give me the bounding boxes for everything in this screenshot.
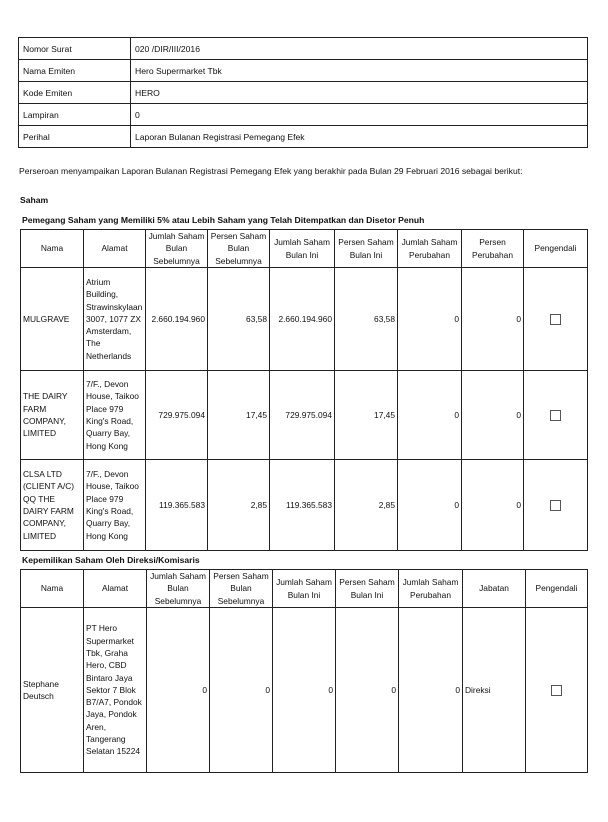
shares-change: 0 — [398, 460, 462, 551]
info-label: Nama Emiten — [19, 60, 131, 82]
controller-cell — [524, 460, 588, 551]
percent-current: 17,45 — [335, 371, 398, 460]
info-value: 020 /DIR/III/2016 — [131, 38, 588, 60]
controller-cell — [524, 268, 588, 371]
info-row — [19, 38, 588, 60]
column-header: Jumlah Saham Bulan Sebelumnya — [146, 230, 208, 268]
section-title: Saham — [20, 195, 49, 205]
shareholder-address: 7/F., Devon House, Taikoo Place 979 King's Road, Quarry Bay, Hong Kong — [84, 460, 146, 551]
major-shareholders-table — [20, 229, 588, 551]
controller-checkbox[interactable] — [550, 314, 561, 325]
percent-previous: 0 — [210, 608, 273, 773]
column-header: Persen Saham Bulan Sebelumnya — [210, 570, 273, 608]
info-label: Kode Emiten — [19, 82, 131, 104]
shares-current: 729.975.094 — [270, 371, 335, 460]
column-header: Alamat — [84, 570, 147, 608]
percent-previous: 63,58 — [208, 268, 270, 371]
controller-cell — [526, 608, 588, 773]
director-name: Stephane Deutsch — [21, 608, 84, 773]
director-address: PT Hero Supermarket Tbk, Graha Hero, CBD Bintaro Jaya Sektor 7 Blok B7/A7, Pondok Jaya, Pondok Aren, Tangerang Selatan 15224 — [84, 608, 147, 773]
table-row — [21, 268, 588, 371]
shares-previous: 2.660.194.960 — [146, 268, 208, 371]
percent-previous: 2,85 — [208, 460, 270, 551]
percent-change: 0 — [462, 460, 524, 551]
shares-change: 0 — [398, 371, 462, 460]
shareholder-name: THE DAIRY FARM COMPANY, LIMITED — [21, 371, 84, 460]
percent-current: 63,58 — [335, 268, 398, 371]
column-header: Jabatan — [463, 570, 526, 608]
controller-checkbox[interactable] — [550, 500, 561, 511]
column-header: Persen Perubahan — [462, 230, 524, 268]
shares-current: 119.365.583 — [270, 460, 335, 551]
column-header: Jumlah Saham Perubahan — [399, 570, 463, 608]
column-header: Jumlah Saham Perubahan — [398, 230, 462, 268]
info-row — [19, 60, 588, 82]
info-row — [19, 104, 588, 126]
column-header: Persen Saham Bulan Ini — [335, 230, 398, 268]
info-value: 0 — [131, 104, 588, 126]
directors-shareholding-table — [20, 569, 588, 773]
column-header: Persen Saham Bulan Ini — [336, 570, 399, 608]
percent-previous: 17,45 — [208, 371, 270, 460]
column-header: Alamat — [84, 230, 146, 268]
intro-paragraph: Perseroan menyampaikan Laporan Bulanan Registrasi Pemegang Efek yang berakhir pada Bulan 29 Februari 2016 sebagai berikut: — [19, 166, 523, 176]
percent-change: 0 — [462, 371, 524, 460]
shares-current: 2.660.194.960 — [270, 268, 335, 371]
column-header: Nama — [21, 230, 84, 268]
percent-change: 0 — [462, 268, 524, 371]
column-header: Jumlah Saham Bulan Ini — [273, 570, 336, 608]
info-row — [19, 126, 588, 148]
shares-previous: 0 — [147, 608, 210, 773]
shares-change: 0 — [398, 268, 462, 371]
info-label: Perihal — [19, 126, 131, 148]
column-header: Nama — [21, 570, 84, 608]
info-row — [19, 82, 588, 104]
column-header: Jumlah Saham Bulan Sebelumnya — [147, 570, 210, 608]
info-value: Hero Supermarket Tbk — [131, 60, 588, 82]
shares-previous: 729.975.094 — [146, 371, 208, 460]
table-row — [21, 371, 588, 460]
table1-title: Pemegang Saham yang Memiliki 5% atau Lebih Saham yang Telah Ditempatkan dan Disetor Penuh — [22, 215, 425, 225]
controller-cell — [524, 371, 588, 460]
shares-current: 0 — [273, 608, 336, 773]
table-header-row — [21, 230, 588, 268]
percent-current: 0 — [336, 608, 399, 773]
position: Direksi — [463, 608, 526, 773]
controller-checkbox[interactable] — [550, 410, 561, 421]
controller-checkbox[interactable] — [551, 685, 562, 696]
info-label: Nomor Surat — [19, 38, 131, 60]
column-header: Jumlah Saham Bulan Ini — [270, 230, 335, 268]
table2-title: Kepemilikan Saham Oleh Direksi/Komisaris — [22, 555, 200, 565]
table-header-row — [21, 570, 588, 608]
info-value: HERO — [131, 82, 588, 104]
shareholder-address: 7/F., Devon House, Taikoo Place 979 King's Road, Quarry Bay, Hong Kong — [84, 371, 146, 460]
column-header: Pengendali — [526, 570, 588, 608]
percent-current: 2,85 — [335, 460, 398, 551]
table-row — [21, 460, 588, 551]
column-header: Persen Saham Bulan Sebelumnya — [208, 230, 270, 268]
info-label: Lampiran — [19, 104, 131, 126]
shareholder-address: Atrium Building, Strawinskylaan 3007, 1077 ZX Amsterdam, The Netherlands — [84, 268, 146, 371]
column-header: Pengendali — [524, 230, 588, 268]
letter-info-table — [18, 37, 588, 148]
shares-change: 0 — [399, 608, 463, 773]
info-value: Laporan Bulanan Registrasi Pemegang Efek — [131, 126, 588, 148]
shareholder-name: MULGRAVE — [21, 268, 84, 371]
shares-previous: 119.365.583 — [146, 460, 208, 551]
table-row — [21, 608, 588, 773]
shareholder-name: CLSA LTD (CLIENT A/C) QQ THE DAIRY FARM COMPANY, LIMITED — [21, 460, 84, 551]
